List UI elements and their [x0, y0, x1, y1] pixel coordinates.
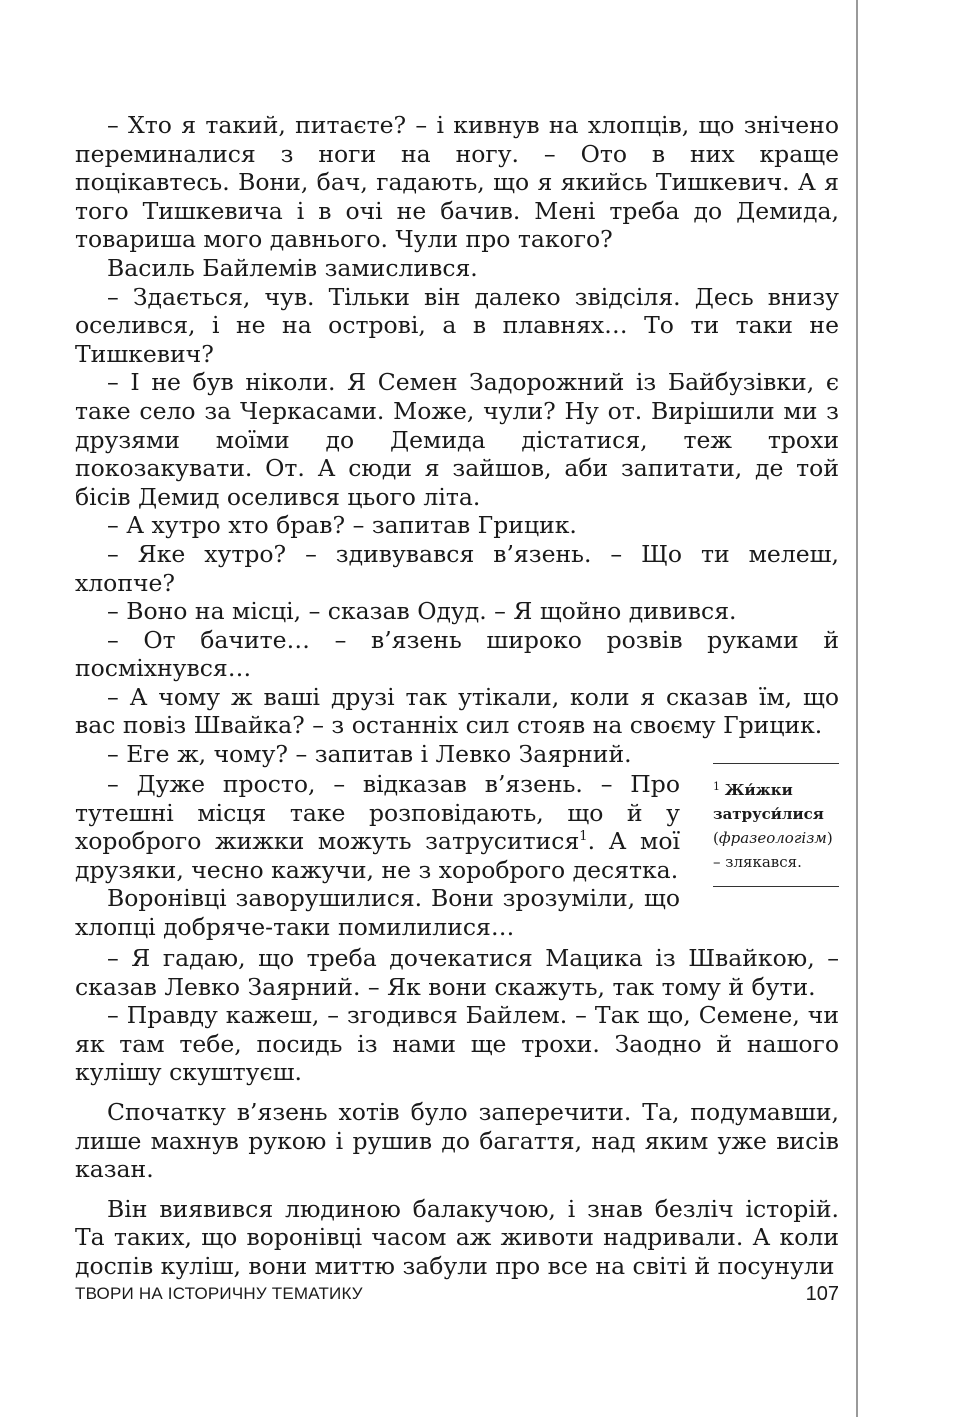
paragraph-text: – Дуже просто, – відказав в’язень. – Про тутешні місця таке розповідають, що й у хороброго жижки можуть затруситися — [75, 770, 680, 856]
footnote-number: 1 — [713, 780, 720, 793]
footnote-term: Жи́жки затруси́лися — [713, 781, 824, 823]
paragraph: – Еге ж, чому? – запитав і Левко Заярний. — [107, 740, 632, 769]
main-text-beside-footnote — [75, 770, 680, 942]
page-edge-rule — [856, 0, 858, 1417]
footnote-paren-open: ( — [713, 829, 719, 847]
footnote-note: фразеологізм — [718, 829, 827, 847]
paragraph: – Я гадаю, що треба дочекатися Мацика із Швайкою, – сказав Левко Заярний. – Як вони скажуть, так тому й бути. — [75, 944, 839, 1001]
paragraph: – І не був ніколи. Я Семен Задорожний із Байбузівки, є таке село за Черкасами. Може, чули? Ну от. Вирішили ми з друзями моїми до Демида дістатися, теж трохи покозакувати. От. А сюди я зайшов, аби запитати, де той бісів Демид оселився цього літа. — [75, 368, 839, 511]
main-text-bottom — [75, 944, 839, 1281]
paragraph — [75, 770, 680, 884]
paragraph-text: . А мої друзяки, чесно кажучи, не з хороброго десятка. — [75, 827, 680, 884]
paragraph: – Воно на місці, – сказав Одуд. – Я щойно дивився. — [107, 597, 737, 626]
paragraph: Спочатку в’язень хотів було заперечити. Та, подумавши, лише махнув рукою і рушив до багаття, над яким уже висів казан. — [75, 1097, 839, 1184]
footnote-reference: 1 — [579, 829, 588, 845]
paragraph: Воронівці заворушилися. Вони зрозуміли, що хлопці добряче-таки помилилися… — [75, 884, 680, 941]
running-head: ТВОРИ НА ІСТОРИЧНУ ТЕМАТИКУ — [75, 1284, 363, 1303]
paragraph: – А чому ж ваші друзі так утікали, коли я сказав їм, що вас повіз Швайка? – з останніх сил стояв на своєму Грицик. — [75, 682, 839, 740]
paragraph: – А хутро хто брав? – запитав Грицик. — [107, 511, 577, 540]
paragraph: – Яке хутро? – здивувався в’язень. – Що ти мелеш, хлопче? — [75, 539, 839, 597]
paragraph: – Правду кажеш, – згодився Байлем. – Так що, Семене, чи як там тебе, посидь із нами ще трохи. Заодно й нашого кулішу скуштуєш. — [75, 1001, 839, 1087]
page-number: 107 — [805, 1283, 839, 1305]
footnote-paren-close: ) — [826, 829, 833, 847]
paragraph: – Здається, чув. Тільки він далеко звідсіля. Десь внизу оселився, і не на острові, а в плавнях… То ти таки не Тишкевич? — [75, 282, 839, 368]
paragraph: Василь Байлемів замислився. — [107, 253, 478, 282]
main-text-top — [75, 111, 839, 769]
footnote-definition: – злякався. — [713, 853, 802, 871]
side-footnote — [713, 763, 839, 887]
paragraph: Він виявився людиною балакучою, і знав безліч історій. Та таких, що воронівці часом аж животи надривали. А коли доспів куліш, вони миттю забули про все на світі й посунули — [75, 1194, 839, 1280]
paragraph: – Хто я такий, питаєте? – і кивнув на хлопців, що знічено переминалися з ноги на ногу. – Ото в них краще поцікавтесь. Вони, бач, гадають, що я якийсь Тишкевич. А я того Тишкевича і в очі не бачив. Мені треба до Демида, товариша мого давнього. Чули про такого? — [75, 111, 839, 254]
paragraph: – От бачите… – в’язень широко розвів руками й посміхнувся… — [75, 625, 839, 683]
